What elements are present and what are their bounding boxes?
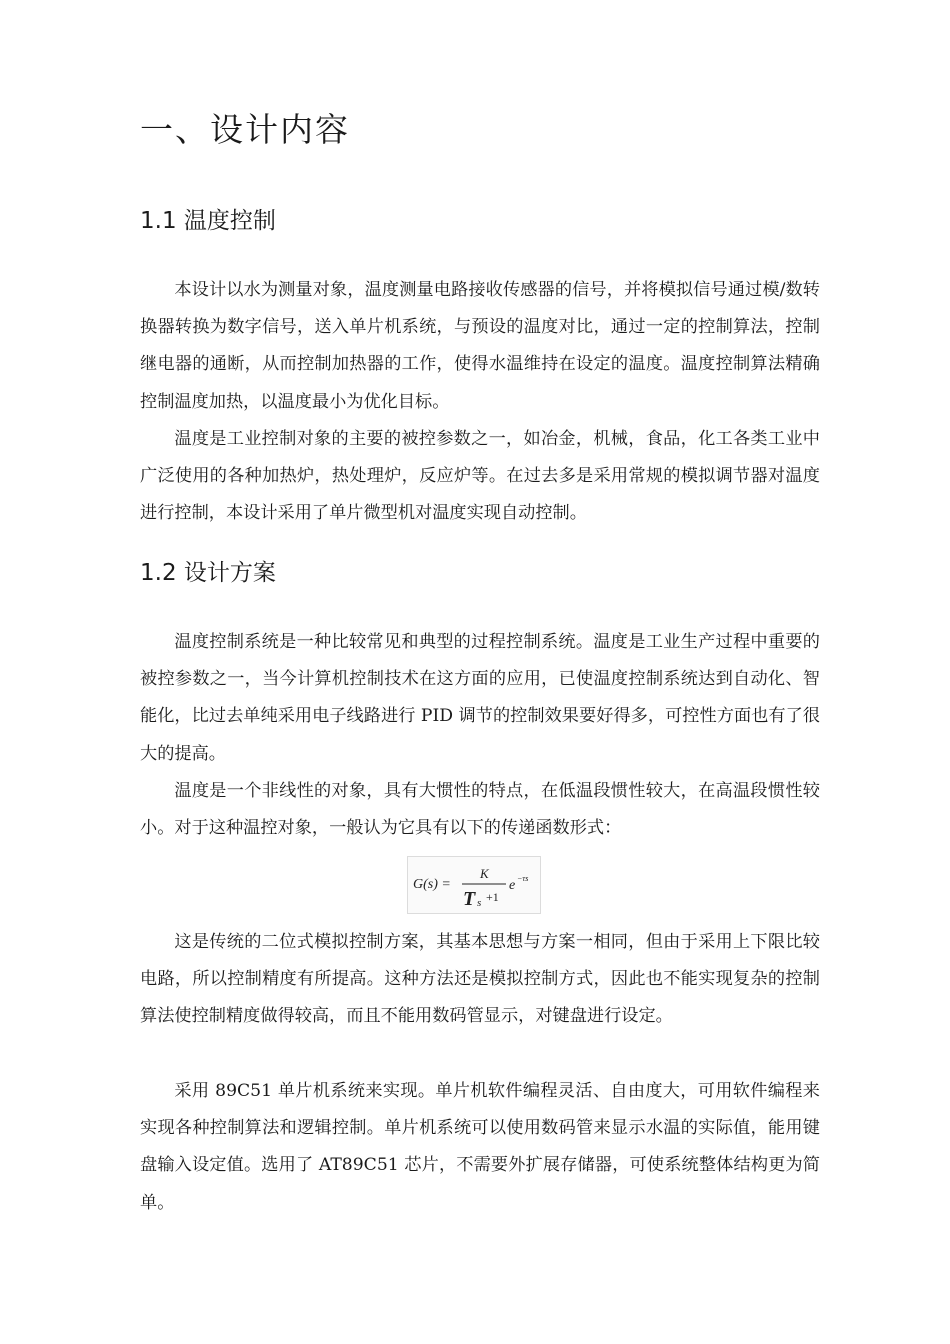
paragraph: 这是传统的二位式模拟控制方案，其基本思想与方案一相同，但由于采用上下限比较电路，所以控制精度有所提高。这种方法还是模拟控制方式，因此也不能实现复杂的控制算法使控制精度做得较高，而且不能用数码管显示，对键盘进行设定。 bbox=[140, 932, 820, 1027]
formula-exp-power: −τs bbox=[517, 874, 529, 883]
section-heading-temperature-control: 1.1 温度控制 bbox=[140, 208, 276, 234]
paragraph: 采用 89C51 单片机系统来实现。单片机软件编程灵活、自由度大，可用软件编程来实现各种控制算法和逻辑控制。单片机系统可以使用数码管来显示水温的实际值，能用键盘输入设定值。选用了 AT89C51 芯片，不需要外扩展存储器，可使系统整体结构更为简单。 bbox=[140, 1081, 820, 1213]
formula-denominator-sub: s bbox=[477, 897, 482, 909]
paragraph: 温度控制系统是一种比较常见和典型的过程控制系统。温度是工业生产过程中重要的被控参数之一，当今计算机控制技术在这方面的应用，已使温度控制系统达到自动化、智能化，比过去单纯采用电子线路进行 PID 调节的控制效果要好得多，可控性方面也有了很大的提高。 bbox=[140, 632, 820, 764]
paragraph: 温度是一个非线性的对象，具有大惯性的特点，在低温段惯性较大，在高温段惯性较小。对于这种温控对象，一般认为它具有以下的传递函数形式： bbox=[140, 781, 820, 839]
formula-denominator-t: T bbox=[463, 888, 476, 910]
paragraph: 温度是工业控制对象的主要的被控参数之一，如冶金，机械，食品，化工各类工业中广泛使用的各种加热炉，热处理炉，反应炉等。在过去多是采用常规的模拟调节器对温度进行控制，本设计采用了单片微型机对温度实现自动控制。 bbox=[140, 429, 820, 524]
formula-lhs: G(s) = bbox=[413, 877, 451, 892]
chapter-heading: 一、设计内容 bbox=[140, 110, 350, 149]
formula-numerator: K bbox=[480, 866, 489, 881]
paragraph: 本设计以水为测量对象，温度测量电路接收传感器的信号，并将模拟信号通过模/数转换器转换为数字信号，送入单片机系统，与预设的温度对比，通过一定的控制算法，控制继电器的通断，从而控制加热器的工作，使得水温维持在设定的温度。温度控制算法精确控制温度加热，以温度最小为优化目标。 bbox=[140, 280, 820, 412]
section-heading-design-scheme: 1.2 设计方案 bbox=[140, 560, 276, 586]
formula-denominator-rest: +1 bbox=[486, 890, 499, 904]
formula-graphic bbox=[408, 857, 540, 913]
transfer-function-formula bbox=[407, 856, 541, 914]
formula-exp-base: e bbox=[509, 878, 516, 893]
